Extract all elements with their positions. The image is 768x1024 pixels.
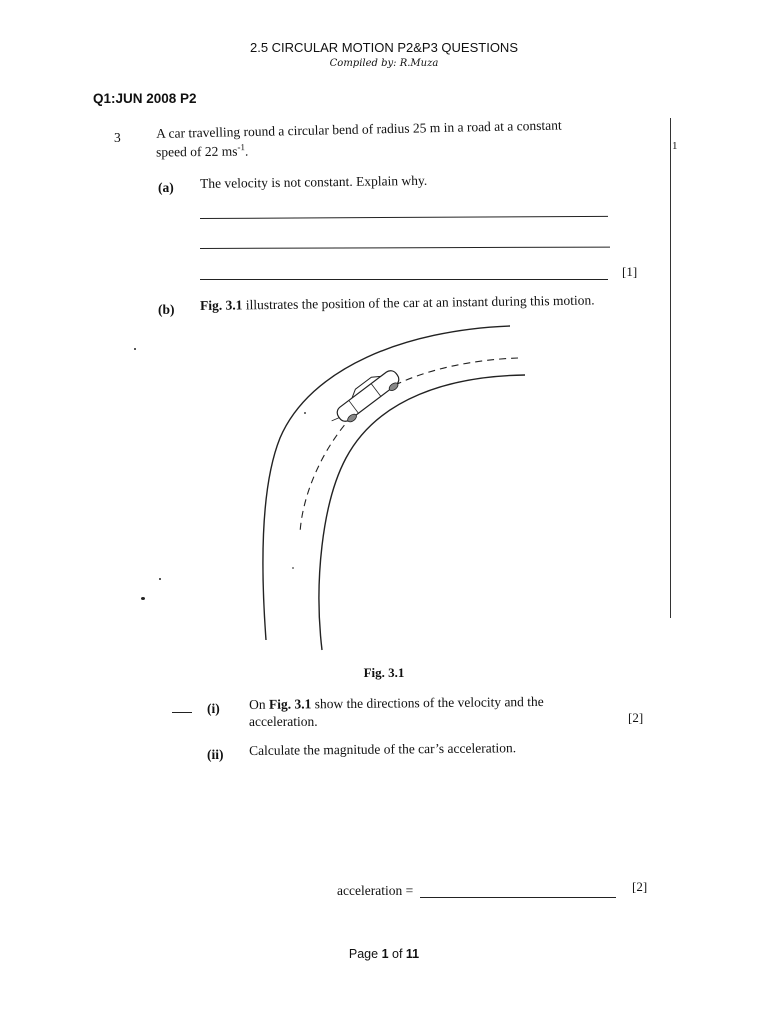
sub-i-label: (i) <box>207 701 220 716</box>
footer-middle: of <box>388 947 406 961</box>
sub-ii-label: (ii) <box>207 747 224 762</box>
sub-i-mark: [2] <box>628 710 644 725</box>
page-speck <box>134 348 136 350</box>
page-speck <box>141 597 145 600</box>
figure-circular-bend <box>250 318 540 658</box>
stem-unit-exponent: -1 <box>237 142 245 153</box>
sub-i-text-line1 <box>249 694 544 713</box>
figure-caption: Fig. 3.1 <box>363 665 405 680</box>
stray-mark <box>292 567 294 569</box>
margin-mark: 1 <box>672 140 678 152</box>
acceleration-answer-line[interactable] <box>420 897 616 898</box>
road-center-dashed-line <box>300 358 518 533</box>
stray-mark <box>304 412 306 414</box>
sub-ii-text: Calculate the magnitude of the car’s acceleration. <box>249 740 517 758</box>
stem-line2-suffix: . <box>244 143 249 159</box>
stem-line2-prefix: speed of 22 ms <box>156 143 238 160</box>
question-stem-line1: A car travelling round a circular bend of radius 25 m in a road at a constant <box>156 117 562 141</box>
right-margin-rule <box>670 118 671 618</box>
answer-line-a1[interactable] <box>200 216 608 219</box>
question-stem-line2 <box>156 142 248 160</box>
part-b-label: (b) <box>158 302 175 317</box>
margin-dash <box>172 712 192 713</box>
answer-line-a3[interactable] <box>200 279 608 280</box>
part-b-fig-ref: Fig. 3.1 <box>200 297 243 313</box>
footer-current-page: 1 <box>381 947 389 961</box>
question-number: 3 <box>114 130 121 145</box>
sub-i-line1-body: show the directions of the velocity and the <box>311 693 544 712</box>
sub-i-prefix: On <box>249 696 270 712</box>
footer-prefix: Page <box>348 947 382 961</box>
compiled-by: Compiled by: R.Muza <box>329 58 439 69</box>
page-footer <box>0 947 768 961</box>
sub-i-text-line2: acceleration. <box>249 714 318 729</box>
page-header-title: 2.5 CIRCULAR MOTION P2&P3 QUESTIONS <box>249 40 518 55</box>
sub-i-fig-ref: Fig. 3.1 <box>268 696 312 712</box>
answer-mark: [2] <box>632 879 648 894</box>
question-heading: Q1:JUN 2008 P2 <box>93 91 197 106</box>
page-speck <box>159 578 161 580</box>
part-a-label: (a) <box>158 180 174 195</box>
acceleration-label: acceleration = <box>337 883 414 898</box>
part-a-text: The velocity is not constant. Explain why. <box>200 172 428 191</box>
part-a-mark: [1] <box>622 264 638 279</box>
part-b-text-body: illustrates the position of the car at an instant during this motion. <box>242 292 595 313</box>
part-b-text <box>200 292 595 314</box>
answer-line-a2[interactable] <box>200 247 610 249</box>
footer-total-pages: 11 <box>405 947 420 961</box>
